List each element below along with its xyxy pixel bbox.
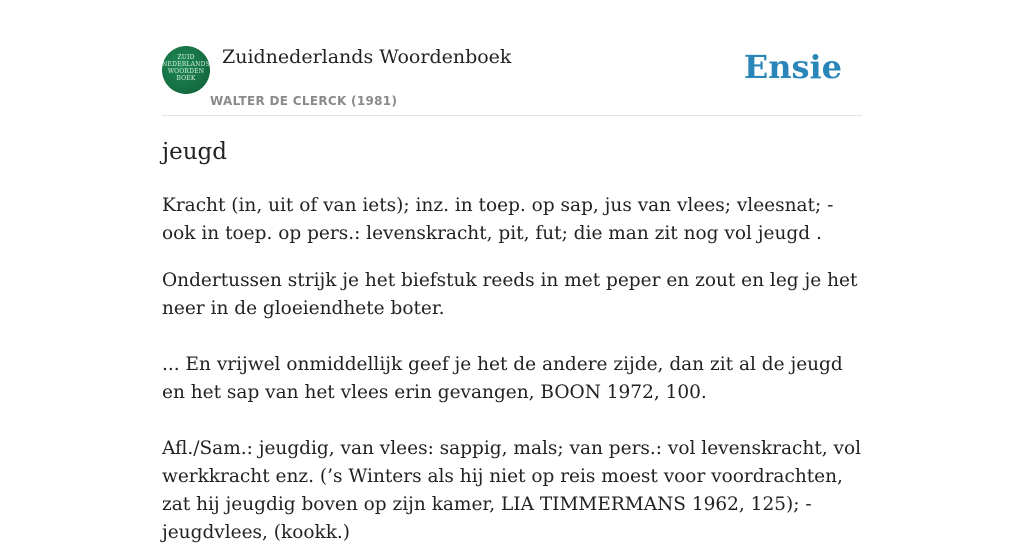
- logo-line: WOORDEN: [167, 68, 205, 75]
- logo-text: [162, 54, 210, 82]
- ensie-brand-link[interactable]: Ensie: [743, 48, 842, 86]
- example-paragraph: Ondertussen strijk je het biefstuk reeds in met peper en zout en leg je het neer in de gloeiendhete boter.: [162, 270, 858, 319]
- example-paragraph: ... En vrijwel onmiddellijk geef je het de andere zijde, dan zit al de jeugd en het sap van het vlees erin gevangen, BOON 1972, 100.: [162, 354, 843, 403]
- logo-line: NEDERLANDS: [162, 61, 210, 68]
- derivations-paragraph: Afl./Sam.: jeugdig, van vlees: sappig, mals; van pers.: vol levenskracht, vol werkkracht enz. (’s Winters als hij niet op reis moest voor voordrachten, zat hij jeugdig boven op zijn kamer, LIA TIMMERMANS 1962, 125); - jeugdvlees, (kookk.): [162, 438, 862, 543]
- source-header: [162, 46, 862, 116]
- logo-line: BOEK: [176, 75, 196, 82]
- dictionary-logo[interactable]: [162, 46, 210, 94]
- logo-line: ZUID: [177, 54, 195, 61]
- source-title-link[interactable]: Zuidnederlands Woordenboek: [222, 46, 512, 68]
- definition-paragraph: Kracht (in, uit of van iets); inz. in toep. op sap, jus van vlees; vleesnat; - ook in toep. op pers.: levenskracht, pit, fut; die man zit nog vol jeugd .: [162, 195, 834, 244]
- entry-headword: jeugd: [162, 139, 228, 165]
- source-author: WALTER DE CLERCK (1981): [210, 94, 398, 108]
- header-divider: [162, 115, 862, 116]
- entry-definition: [162, 192, 862, 547]
